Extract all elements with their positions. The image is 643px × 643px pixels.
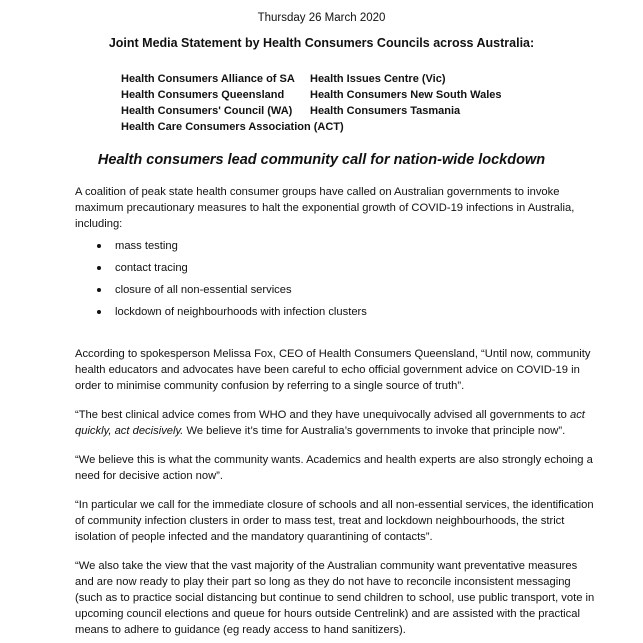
quote-text: “The best clinical advice comes from WHO and they have unequivocally advised all governments to <box>75 409 570 421</box>
quote-paragraph-1: According to spokesperson Melissa Fox, CEO of Health Consumers Queensland, “Until now, community health educators and advocates have been careful to echo official government advice on COVID-19 in order to minimise community confusion by referring to a single source of truth”. <box>75 348 591 392</box>
organization-name: Health Consumers Tasmania <box>310 105 461 117</box>
list-item <box>75 304 595 326</box>
statement-date: Thursday 26 March 2020 <box>257 12 386 24</box>
organization-name: Health Care Consumers Association (ACT) <box>121 121 344 133</box>
quote-paragraph-4: “In particular we call for the immediate closure of schools and all non-essential services, the identification of community infection clusters in order to mass test, treat and lockdown neighbourhoods, the strict isolation of people infected and the mandatory quarantining of contacts”. <box>75 499 594 543</box>
organization-name: Health Consumers Queensland <box>121 89 285 101</box>
list-item <box>75 260 595 282</box>
list-item-text: contact tracing <box>115 262 188 274</box>
list-item-text: mass testing <box>115 240 178 252</box>
bullet-icon <box>97 310 101 314</box>
list-item-text: lockdown of neighbourhoods with infection clusters <box>115 306 367 318</box>
statement-title: Health consumers lead community call for nation-wide lockdown <box>97 152 546 168</box>
measures-list <box>75 238 595 326</box>
bullet-icon <box>97 244 101 248</box>
list-item-text: closure of all non-essential services <box>115 284 292 296</box>
bullet-icon <box>97 266 101 270</box>
quote-emphasis: act quickly, act decisively. <box>75 409 585 437</box>
list-item <box>75 282 595 304</box>
intro-paragraph: A coalition of peak state health consumer groups have called on Australian governments to invoke maximum precautionary measures to halt the exponential growth of COVID-19 infections in Australia, including: <box>75 186 575 230</box>
list-item <box>75 238 595 260</box>
quote-paragraph-3: “We believe this is what the community wants. Academics and health experts are also strongly echoing a need for decisive action now”. <box>75 454 593 482</box>
quote-text: We believe it’s time for Australia’s governments to invoke that principle now”. <box>183 425 566 437</box>
organization-name: Health Issues Centre (Vic) <box>310 73 446 85</box>
organization-name: Health Consumers' Council (WA) <box>121 105 293 117</box>
statement-body <box>75 184 595 638</box>
bullet-icon <box>97 288 101 292</box>
quote-paragraph-5: “We also take the view that the vast majority of the Australian community want preventative measures and are now ready to play their part so long as they do not have to reconcile inconsistent messaging (such as to practice social distancing but continue to send children to school, use public transport, vote in upcoming council elections and queue for hours outside Centrelink) and are assisted with the practical means to adhere to guidance (eg ready access to hand sanitizers). <box>75 560 595 636</box>
quote-paragraph-2 <box>75 407 595 439</box>
organization-column-2 <box>310 71 502 119</box>
organization-name: Health Consumers New South Wales <box>310 89 502 101</box>
organization-column-1 <box>121 71 344 135</box>
organization-name: Health Consumers Alliance of SA <box>121 73 295 85</box>
organization-list <box>121 71 502 135</box>
statement-heading: Joint Media Statement by Health Consumers Councils across Australia: <box>108 36 535 50</box>
